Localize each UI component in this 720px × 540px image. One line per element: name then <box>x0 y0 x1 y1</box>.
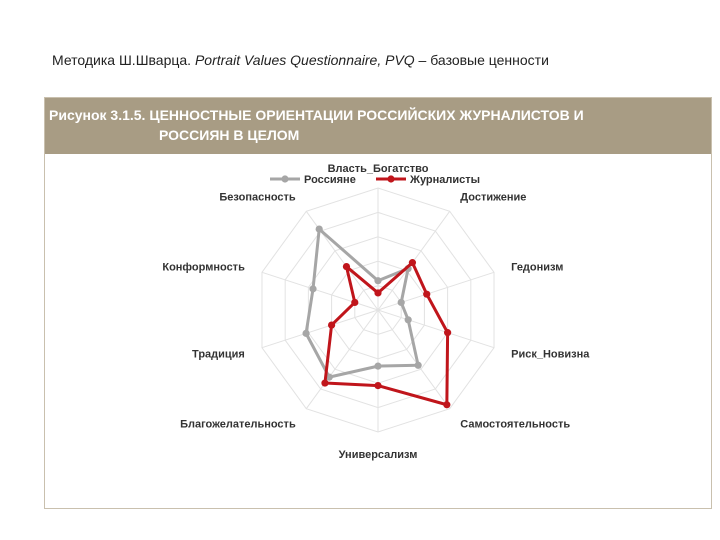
axis-label: Благожелательность <box>180 418 296 431</box>
figure-header-line1: Рисунок 3.1.5. ЦЕННОСТНЫЕ ОРИЕНТАЦИИ РОССИЙСКИХ ЖУРНАЛИСТОВ И <box>49 107 584 123</box>
series-2-point-2 <box>409 259 416 266</box>
axis-label: Риск_Новизна <box>511 348 590 361</box>
axis-label: Конформность <box>162 261 245 274</box>
radar-chart <box>44 153 712 508</box>
series-1-point-3 <box>398 299 405 306</box>
series-1-point-8 <box>302 330 309 337</box>
legend-label: Россияне <box>304 174 356 186</box>
title-italic: Portrait Values Questionnaire, PVQ <box>194 52 415 68</box>
series-2-point-6 <box>374 382 381 389</box>
axis-label: Универсализм <box>338 449 418 461</box>
axis-label: Традиция <box>192 348 245 361</box>
series-2-point-10 <box>343 263 350 270</box>
series-2-point-8 <box>328 321 335 328</box>
series-2-point-9 <box>351 299 358 306</box>
legend-marker-1 <box>281 175 288 182</box>
series-line-2 <box>325 263 448 405</box>
axis-label: Безопасность <box>219 191 296 204</box>
series-1-point-4 <box>405 316 412 323</box>
axis-spoke-4 <box>378 310 494 348</box>
axis-label: Власть_Богатство <box>327 163 429 175</box>
figure-header <box>45 98 711 154</box>
legend-label: Журналисты <box>410 174 481 186</box>
figure-header-line2: РОССИЯН В ЦЕЛОМ <box>159 127 300 143</box>
series-2-point-3 <box>423 291 430 298</box>
axis-spoke-5 <box>378 310 450 409</box>
axis-spoke-7 <box>306 310 378 409</box>
legend-marker-2 <box>387 175 394 182</box>
series-1-point-6 <box>374 363 381 370</box>
axis-spoke-8 <box>262 310 378 348</box>
series-2-point-5 <box>443 401 450 408</box>
axis-label: Самостоятельность <box>460 418 571 431</box>
series-2-point-4 <box>444 329 451 336</box>
series-2-point-1 <box>374 289 381 296</box>
title-suffix: – базовые ценности <box>414 52 549 68</box>
series-1-point-5 <box>415 362 422 369</box>
series-1-point-9 <box>309 285 316 292</box>
slide-title <box>52 52 692 68</box>
axis-label: Гедонизм <box>511 261 564 274</box>
series-1-point-1 <box>374 277 381 284</box>
series-2-point-7 <box>321 379 328 386</box>
series-1-point-10 <box>316 225 323 232</box>
title-prefix: Методика Ш.Шварца. <box>52 52 195 68</box>
axis-label: Достижение <box>460 191 527 204</box>
